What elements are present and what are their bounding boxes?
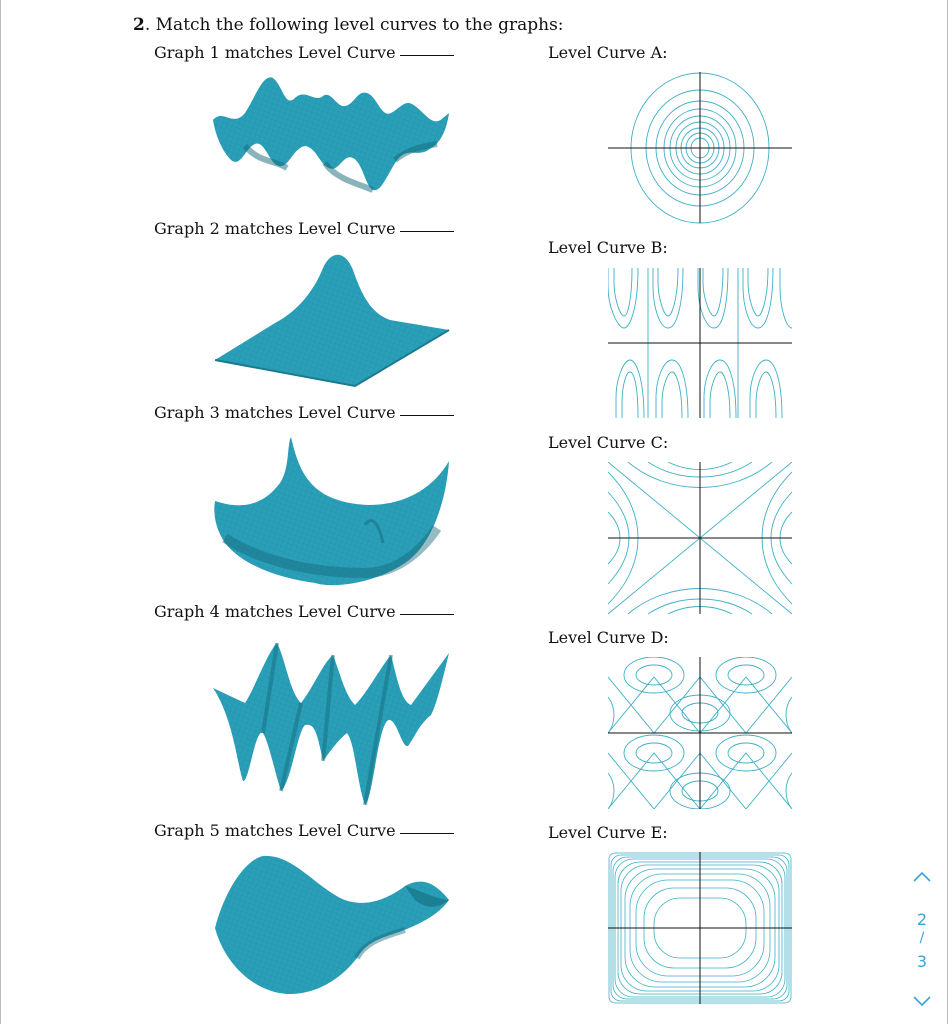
answer-blank-5[interactable] (400, 833, 454, 834)
chevron-down-icon[interactable] (912, 994, 932, 1008)
level-curve-c-plot (608, 462, 792, 614)
level-curve-b-plot (608, 268, 792, 418)
graph-4-label: Graph 4 matches Level Curve (154, 602, 454, 622)
graph-1-surface (205, 68, 460, 198)
chevron-up-icon[interactable] (912, 870, 932, 884)
level-curve-d-plot (608, 657, 792, 809)
answer-blank-3[interactable] (400, 415, 454, 416)
graph-3-surface (205, 433, 460, 593)
level-curve-c-label: Level Curve C: (548, 433, 669, 452)
level-curve-b-label: Level Curve B: (548, 238, 668, 257)
problem-text: . Match the following level curves to the graphs: (144, 15, 564, 35)
pager-separator: / (919, 930, 925, 946)
pager-total-pages: 3 (916, 952, 928, 971)
graph-4-surface (205, 633, 460, 813)
graph-3-label: Graph 3 matches Level Curve (154, 403, 454, 423)
level-curve-a-plot (608, 70, 792, 224)
level-curve-a-label: Level Curve A: (548, 43, 668, 62)
level-curve-e-plot (608, 852, 792, 1004)
graph-1-label: Graph 1 matches Level Curve (154, 43, 454, 63)
pager-current-page: 2 (916, 910, 928, 929)
graph-2-label: Graph 2 matches Level Curve (154, 219, 454, 239)
problem-number: 2 (133, 15, 145, 35)
answer-blank-1[interactable] (400, 55, 454, 56)
level-curve-d-label: Level Curve D: (548, 628, 669, 647)
answer-blank-4[interactable] (400, 614, 454, 615)
graph-5-surface (205, 850, 460, 1000)
graph-5-label: Graph 5 matches Level Curve (154, 821, 454, 841)
problem-statement (133, 15, 564, 35)
answer-blank-2[interactable] (400, 231, 454, 232)
level-curve-e-label: Level Curve E: (548, 823, 668, 842)
graph-2-surface (205, 248, 460, 393)
